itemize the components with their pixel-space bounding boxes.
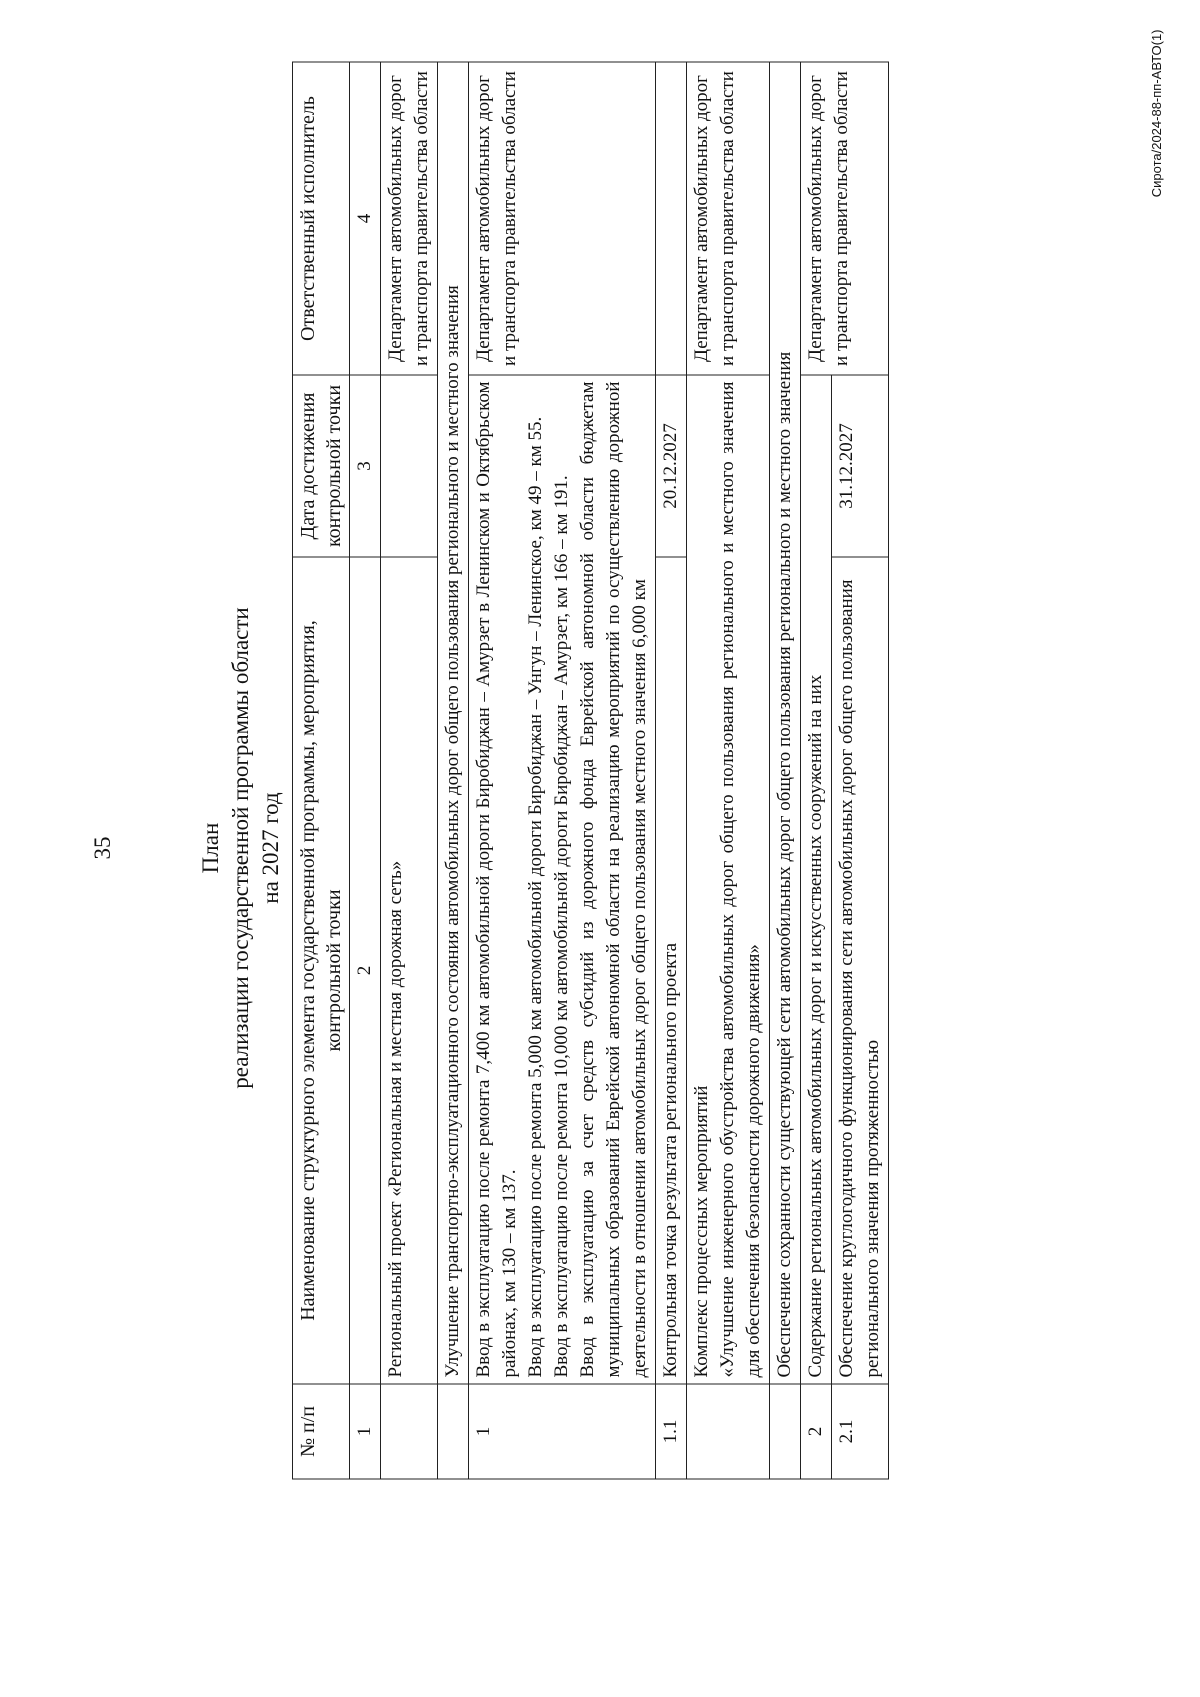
empty-cell <box>687 1384 770 1479</box>
result-1-line-a: Ввод в эксплуатацию после ремонта 7,400 км автомобильной дороги Биробиджан – Амурзет в Ленинском и Октябрьском районах, км 130 – км 137. <box>473 381 520 1378</box>
project-executor: Департамент автомобильных дорог и транспорта правительства области <box>381 62 438 375</box>
table-row <box>469 62 656 1479</box>
title-line-1: План <box>198 822 223 874</box>
task-1-text: Улучшение транспортно-эксплуатационного состояния автомобильных дорог общего пользования регионального и местного значения <box>438 62 469 1384</box>
table-row <box>687 62 770 1479</box>
complex-name-line-a: Комплекс процессных мероприятий <box>691 1085 712 1378</box>
empty-cell <box>770 1384 801 1479</box>
empty-cell <box>381 1384 438 1479</box>
project-name: Региональный проект «Региональная и местная дорожная сеть» <box>381 557 438 1384</box>
complex-executor: Департамент автомобильных дорог и транспорта правительства области <box>687 62 770 375</box>
table-row <box>656 62 687 1479</box>
result-1-line-c: Ввод в эксплуатацию после ремонта 10,000 км автомобильной дороги Биробиджан – Амурзет, км 166 – км 191. <box>551 475 572 1378</box>
result-2-executor: Департамент автомобильных дорог и транспорта правительства области <box>801 62 889 375</box>
row-number: 1 <box>469 1384 656 1479</box>
header-number-2: 2 <box>350 557 381 1384</box>
table-header-row <box>293 62 350 1479</box>
table-row <box>770 62 801 1479</box>
empty-cell <box>381 375 438 557</box>
title-line-3: на 2027 год <box>258 792 283 904</box>
result-2-date: 31.12.2027 <box>832 375 889 557</box>
empty-cell <box>438 1384 469 1479</box>
complex-name-line-b: «Улучшение инженерного обустройства автомобильных дорог общего пользования регионального и местного значения для обеспечения безопасности дорожного движения» <box>717 381 764 1378</box>
header-number-3: 3 <box>350 375 381 557</box>
row-number: 1.1 <box>656 1384 687 1479</box>
header-numbers-row <box>350 62 381 1479</box>
complex-name <box>687 375 770 1384</box>
header-number-4: 4 <box>350 62 381 375</box>
result-1-line-b: Ввод в эксплуатацию после ремонта 5,000 км автомобильной дороги Биробиджан – Унгун – Ленинское, км 49 – км 55. <box>525 416 546 1378</box>
header-number-1: 1 <box>350 1384 381 1479</box>
plan-table <box>292 62 889 1480</box>
result-1-line-d: Ввод в эксплуатацию за счет средств субсидий из дорожного фонда Еврейской автономной области бюджетам муниципальных образований Еврейской автономной области на реализацию мероприятий по осуществлению дорожной деятельности в отношении автомобильных дорог общего пользования местного значения 6,000 км <box>577 381 650 1378</box>
header-date: Дата достижения контрольной точки <box>293 375 350 557</box>
result-2-name: Содержание региональных автомобильных дорог и искусственных сооружений на них <box>801 375 832 1384</box>
empty-cell <box>656 62 687 375</box>
task-2-text: Обеспечение сохранности существующей сети автомобильных дорог общего пользования регионального и местного значения <box>770 62 801 1384</box>
table-row <box>801 62 832 1479</box>
table-row <box>438 62 469 1479</box>
table-row <box>381 62 438 1479</box>
result-1-description <box>469 375 656 1384</box>
row-number: 2.1 <box>832 1384 889 1479</box>
header-name: Наименование структурного элемента государственной программы, мероприятия, контрольной точки <box>293 557 350 1384</box>
checkpoint-1-name: Контрольная точка результата регионального проекта <box>656 557 687 1384</box>
header-number: № п/п <box>293 1384 350 1479</box>
checkpoint-1-date: 20.12.2027 <box>656 375 687 557</box>
document-title <box>196 0 286 1697</box>
row-number: 2 <box>801 1384 832 1479</box>
page-number: 35 <box>90 836 115 860</box>
header-executor: Ответственный исполнитель <box>293 62 350 375</box>
document-stamp: Сирота/2024-88-пп-АВТО(1) <box>1149 29 1164 198</box>
title-line-2: реализации государственной программы области <box>228 607 253 1089</box>
result-2-1-name: Обеспечение круглогодичного функционирования сети автомобильных дорог общего пользования регионального значения протяженностью <box>832 557 889 1384</box>
result-1-executor: Департамент автомобильных дорог и транспорта правительства области <box>469 62 656 375</box>
